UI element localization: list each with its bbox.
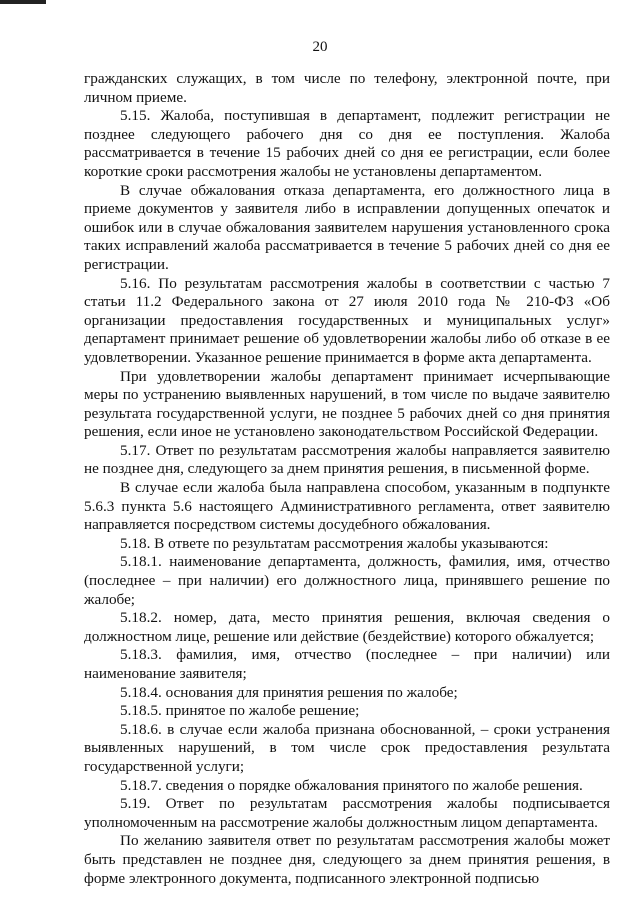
paragraph-continuation: гражданских служащих, в том числе по телефону, электронной почте, при личном приеме. <box>84 70 610 106</box>
paragraph-5-18-3: 5.18.3. фамилия, имя, отчество (последнее – при наличии) или наименование заявителя; <box>84 646 610 682</box>
paragraph-satisfaction-measures: При удовлетворении жалобы департамент принимает исчерпывающие меры по устранению выявленных нарушений, в том числе по выдаче заявителю результата государственной услуги, не позднее 5 рабочих дней со дня принятия решения, если иное не установлено законодательством Российской Федерации. <box>84 367 610 441</box>
page-number: 20 <box>312 39 328 55</box>
paragraph-5-18-6: 5.18.6. в случае если жалоба признана обоснованной, – сроки устранения выявленных нарушений, в том числе срок предоставления результата государственной услуги; <box>84 720 610 775</box>
paragraph-5-18-2: 5.18.2. номер, дата, место принятия решения, включая сведения о должностном лице, решение или действие (бездействие) которого обжалуется; <box>84 609 610 645</box>
scan-corner-mark <box>0 0 46 4</box>
paragraph-appeal-refusal: В случае обжалования отказа департамента, его должностного лица в приеме документов у заявителя либо в исправлении допущенных опечаток и ошибок или в случае обжалования заявителем нарушения установленного срока таких исправлений жалоба рассматривается в течение 5 рабочих дней со дня ее регистрации. <box>84 181 610 273</box>
paragraph-5-18-5: 5.18.5. принятое по жалобе решение; <box>120 702 360 720</box>
paragraph-5-16: 5.16. По результатам рассмотрения жалобы в соответствии с частью 7 статьи 11.2 Федерального закона от 27 июля 2010 года № 210-ФЗ «Об организации предоставления государственных и муниципальных услуг» департамент принимает решение об удовлетворении жалобы либо об отказе в ее удовлетворении. Указанное решение принимается в форме акта департамента. <box>84 274 610 366</box>
paragraph-5-15: 5.15. Жалоба, поступившая в департамент, подлежит регистрации не позднее следующего рабочего дня со дня ее поступления. Жалоба рассматривается в течение 15 рабочих дней со дня ее регистрации, если более короткие сроки рассмотрения жалобы не установлены департаментом. <box>84 107 610 180</box>
paragraph-5-18-4: 5.18.4. основания для принятия решения по жалобе; <box>120 683 458 701</box>
paragraph-5-18: 5.18. В ответе по результатам рассмотрения жалобы указываются: <box>120 534 549 552</box>
paragraph-electronic-response: По желанию заявителя ответ по результатам рассмотрения жалобы может быть представлен не позднее дня, следующего за днем принятия решения, в форме электронного документа, подписанного электронной подписью <box>84 832 610 887</box>
paragraph-5-19: 5.19. Ответ по результатам рассмотрения жалобы подписывается уполномоченным на рассмотрение жалобы должностным лицом департамента. <box>84 795 610 831</box>
paragraph-5-18-7: 5.18.7. сведения о порядке обжалования принятого по жалобе решения. <box>120 776 583 794</box>
paragraph-pretrial-system: В случае если жалоба была направлена способом, указанным в подпункте 5.6.3 пункта 5.6 настоящего Административного регламента, ответ заявителю направляется посредством системы досудебного обжалования. <box>84 479 610 534</box>
paragraph-5-18-1: 5.18.1. наименование департамента, должность, фамилия, имя, отчество (последнее – при наличии) его должностного лица, принявшего решение по жалобе; <box>84 553 610 608</box>
paragraph-5-17: 5.17. Ответ по результатам рассмотрения жалобы направляется заявителю не позднее дня, следующего за днем принятия решения, в письменной форме. <box>84 441 610 478</box>
document-body <box>84 70 610 888</box>
